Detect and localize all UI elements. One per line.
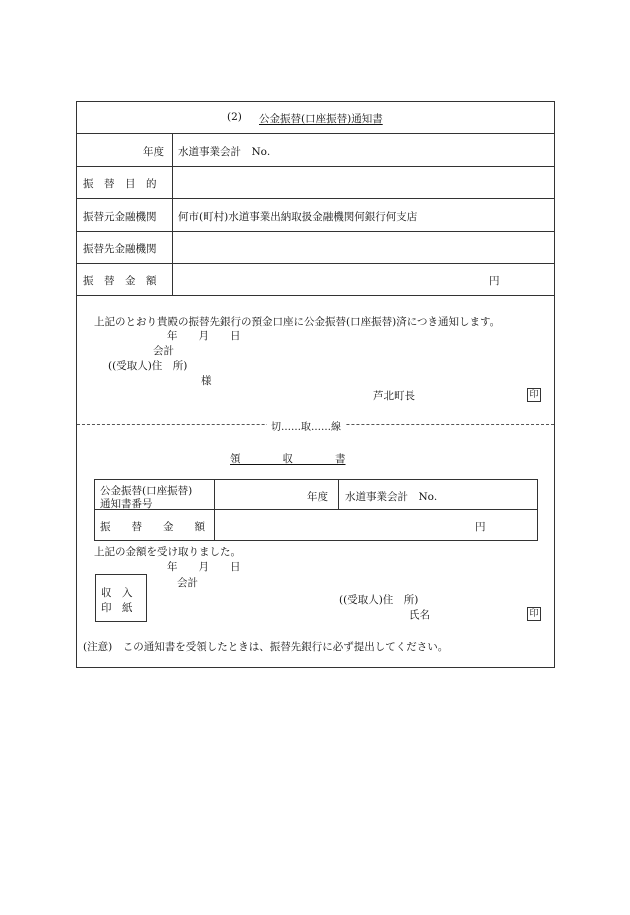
caution-note: (注意) この通知書を受領したときは、振替先銀行に必ず提出してください。 — [83, 641, 449, 653]
notice-title: 公金振替(口座振替)通知書 — [259, 113, 383, 125]
receipt-fiscal-year-value: 水道事業会計 No. — [345, 491, 438, 503]
fiscal-year-value: 水道事業会計 No. — [178, 146, 271, 158]
amount-unit: 円 — [489, 275, 500, 287]
purpose-label: 振 替 目 的 — [83, 178, 157, 190]
received-text: 上記の金額を受け取りました。 — [94, 546, 241, 558]
receipt-notice-number-label-2: 通知書番号 — [100, 498, 153, 510]
issuer-name: 芦北町長 — [373, 390, 415, 402]
receipt-notice-number-label-1: 公金振替(口座振替) — [100, 485, 193, 497]
revenue-stamp-label-1: 収 入 — [101, 587, 133, 599]
receipt-title: 領 収 書 — [230, 453, 346, 465]
receipt-table — [94, 479, 538, 541]
receipt-seal: 印 — [527, 607, 541, 621]
notice-recipient-address: ((受取人)住 所) — [108, 360, 188, 372]
source-bank-value: 何市(町村)水道事業出納取扱金融機関何銀行何支店 — [178, 211, 418, 223]
amount-label: 振 替 金 額 — [83, 275, 157, 287]
receipt-amount-label: 振 替 金 額 — [100, 521, 205, 533]
receipt-date: 年 月 日 — [167, 561, 241, 573]
receipt-account: 会計 — [177, 577, 198, 589]
source-bank-label: 振替元金融機関 — [83, 211, 157, 223]
fiscal-year-label: 年度 — [143, 146, 164, 158]
notice-honorific: 様 — [201, 375, 212, 387]
receipt-name-label: 氏名 — [409, 609, 430, 621]
transfer-notice-form — [76, 101, 555, 668]
notice-account: 会計 — [153, 345, 174, 357]
receipt-fiscal-year-label: 年度 — [307, 491, 328, 503]
revenue-stamp-box — [95, 574, 147, 622]
receipt-recipient-address: ((受取人)住 所) — [339, 594, 419, 606]
receipt-amount-unit: 円 — [475, 521, 486, 533]
revenue-stamp-label-2: 印 紙 — [101, 602, 133, 614]
notice-date: 年 月 日 — [167, 330, 241, 342]
destination-bank-label: 振替先金融機関 — [83, 243, 157, 255]
cut-line-label: 切……取……線 — [267, 418, 345, 433]
notice-number: (2) — [227, 111, 242, 123]
issuer-seal: 印 — [527, 388, 541, 402]
notice-body-text: 上記のとおり貴殿の振替先銀行の預金口座に公金振替(口座振替)済につき通知します。 — [94, 316, 501, 328]
